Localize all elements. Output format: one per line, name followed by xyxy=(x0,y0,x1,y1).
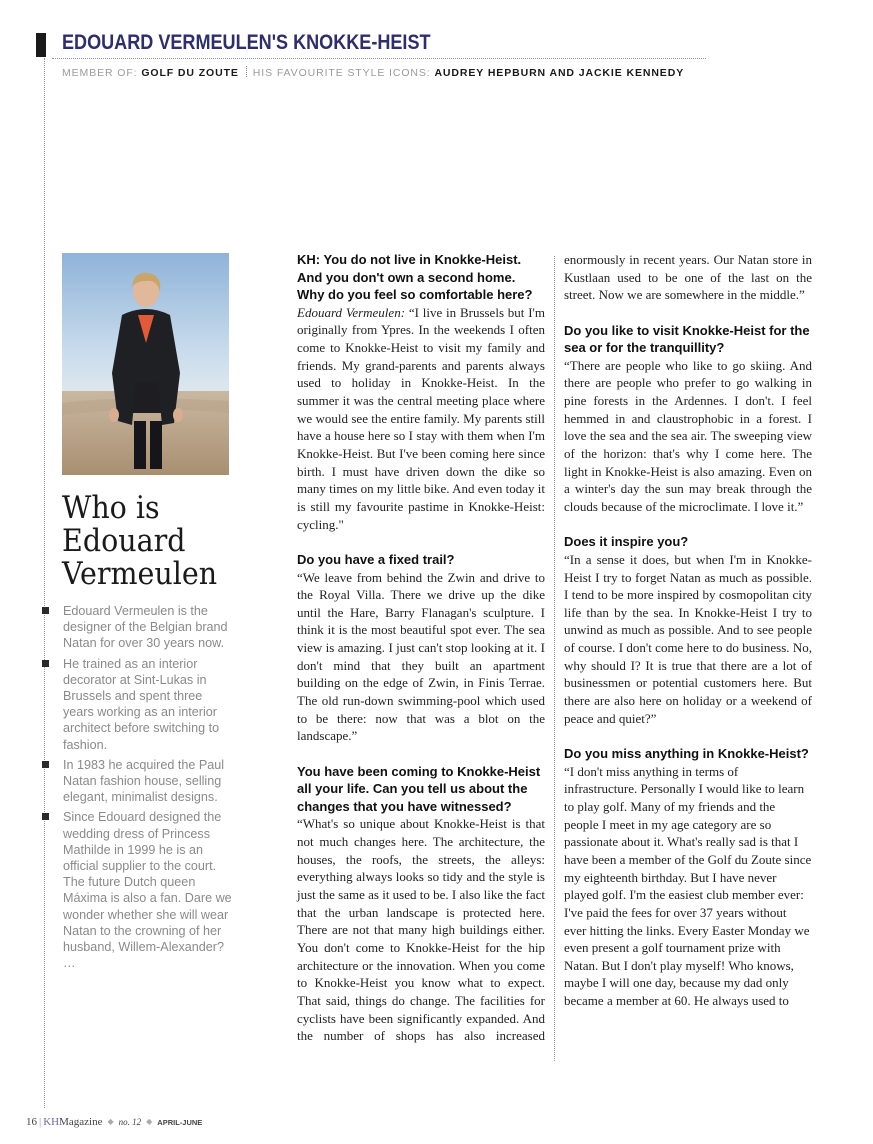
speaker-name: Edouard Vermeulen: xyxy=(297,304,406,320)
footer-separator: | xyxy=(39,1116,42,1128)
portrait-illustration xyxy=(62,253,229,475)
sidebar-title-line: Edouard xyxy=(62,523,186,559)
bio-item-text: Since Edouard designed the wedding dress of Princess Mathilde in 1999 he is an official supplier to the court. The future Dutch queen Máxima is also a fan. Dare we wonder whether she will wear Natan to the crowning of her husband, Willem-Alexander? … xyxy=(63,810,232,971)
title-marker xyxy=(36,33,46,57)
bio-item-text: In 1983 he acquired the Paul Natan fashion house, selling elegant, minimalist designs. xyxy=(63,757,225,805)
bio-item xyxy=(42,757,232,806)
meta-line xyxy=(62,66,684,79)
answer-paragraph: “I don't miss anything in terms of infrastructure. Personally I would like to learn to play golf. Many of my friends and the people I meet in my age category are so passionate about it. What's really sad is that I have been a member of the Golf du Zoute since my eighteenth birthday. But I have never played golf. I'm the easiest club member ever: I've paid the fees for over 37 years without ever hitting the links. Every Easter Monday we even present a golf tournament prize with Natan. But I don't play myself! Who knows, maybe I will one day, because my dad only became a member at 60. He always used to xyxy=(564,763,812,1009)
square-bullet-icon xyxy=(42,660,49,667)
question-heading: Do you like to visit Knokke-Heist for the sea or for the tranquillity? xyxy=(564,322,810,356)
answer-paragraph: “In a sense it does, but when I'm in Knokke-Heist I try to forget Natan as much as possible. I tend to be more inspired by cosmopolitan city life than by the sea. In Knokke-Heist I try to unwind as much as possible. And to see people of course. I don't come here to do business. No, why should I? It is true that there are a lot of businessmen or potential customers here. But there are also here on holiday or a weekend of peace and quiet?” xyxy=(564,551,812,726)
answer-continuation: enormously in recent years. Our Natan store in Kustlaan used to be one of the last on the street. Now we are somewhere in the middle.” xyxy=(564,252,812,303)
bio-item xyxy=(42,603,232,652)
diamond-icon: ◆ xyxy=(107,1117,114,1126)
article-column-2 xyxy=(564,251,812,1010)
page-footer xyxy=(26,1116,202,1128)
sidebar-title-line: Vermeulen xyxy=(62,556,218,592)
bio-item xyxy=(42,656,232,753)
magazine-name: Magazine xyxy=(59,1116,103,1128)
style-icons-value: AUDREY HEPBURN AND JACKIE KENNEDY xyxy=(434,67,685,79)
sidebar-title xyxy=(62,492,217,591)
square-bullet-icon xyxy=(42,813,49,820)
question-heading: Does it inspire you? xyxy=(564,534,689,550)
answer-paragraph: “We leave from behind the Zwin and drive to the Royal Villa. There we drive up the dike until the Hare, Barry Flanagan's sculpture. I think it is the most beautiful spot ever. The sea view is amazing. I just can't stop looking at it. I don't mind that they built an apartment building on the edge of Zwin, in Finis Terrae. The old run-down swimming-pool which used to be there: now that was a blot on the landscape.” xyxy=(297,569,545,744)
style-icons-label: HIS FAVOURITE STYLE ICONS: xyxy=(252,67,431,79)
answer-text: “I live in Brussels but I'm originally from Ypres. In the weekends I often come to Knokke-Heist to visit my family and friends. My grand-parents and parents always used to holiday in Knokke-Heist. In the summer it was the central meeting place where we would see the entire family. My parents still have a house here so I stay with them when I'm Knokke-Heist. But I've been coming here since birth. I must have driven down the dike so many times on my little bike. And even today it is still my favourite pastime in Knokke-Heist: cycling." xyxy=(297,304,545,532)
bio-list xyxy=(42,603,232,975)
page-number: 16 xyxy=(26,1116,37,1128)
question-heading: You have been coming to Knokke-Heist all your life. Can you tell us about the changes that you have witnessed? xyxy=(297,763,541,814)
answer-paragraph: “What's so unique about Knokke-Heist is that not much changes here. The architecture, the houses, the roofs, the streets, the alleys: everything always looks so tidy and the style is just the same as it used to be. I also like the fact that the urban landscape is protected here. There are not that many high buildings either. You don't come to Knokke-Heist for the hip architecture or the innovation. When you come to Knokke-Heist you know what to expect. That said, things do change. The facilities for cyclists have been significantly expanded. And the number of shops has also increased xyxy=(297,816,546,1044)
answer-paragraph: “There are people who like to go skiing. And there are people who prefer to go walking in pine forests in the Ardennes. I don't. I feel hemmed in and claustrophobic in a forest. I love the sea and the sea air. The sweeping view of the horizon: that's why I come here. The light in Knokke-Heist is also amazing. Even on a winter's day the sun may break through the clouds because of the microclimate. I love it.” xyxy=(564,357,812,514)
sidebar-title-line: Who is xyxy=(62,490,160,526)
answer-paragraph xyxy=(297,304,545,534)
issue-period: APRIL-JUNE xyxy=(157,1118,203,1127)
bio-item-text: Edouard Vermeulen is the designer of the Belgian brand Natan for over 30 years now. xyxy=(63,604,228,651)
portrait-photo xyxy=(62,253,229,475)
square-bullet-icon xyxy=(42,761,49,768)
bio-item-text: He trained as an interior decorator at Sint-Lukas in Brussels and spent three years working as an interior architect before switching to fashion. xyxy=(63,656,220,752)
question-heading: Do you miss anything in Knokke-Heist? xyxy=(564,746,809,761)
page-title: EDOUARD VERMEULEN'S KNOKKE-HEIST xyxy=(62,31,431,54)
question-heading: Do you have a fixed trail? xyxy=(297,551,455,567)
diamond-icon: ◆ xyxy=(146,1117,153,1126)
question-heading: KH: You do not live in Knokke-Heist. And you don't own a second home. Why do you feel so comfortable here? xyxy=(297,252,533,303)
issue-number: no. 12 xyxy=(118,1117,142,1127)
title-divider xyxy=(52,58,706,59)
member-value: GOLF DU ZOUTE xyxy=(141,67,239,79)
bio-item xyxy=(42,809,232,971)
meta-separator xyxy=(246,66,247,77)
member-label: MEMBER OF: xyxy=(62,67,138,79)
column-divider xyxy=(554,256,555,1061)
article-column-1 xyxy=(297,251,545,1045)
square-bullet-icon xyxy=(42,607,49,614)
magazine-logo: KH xyxy=(43,1116,60,1128)
